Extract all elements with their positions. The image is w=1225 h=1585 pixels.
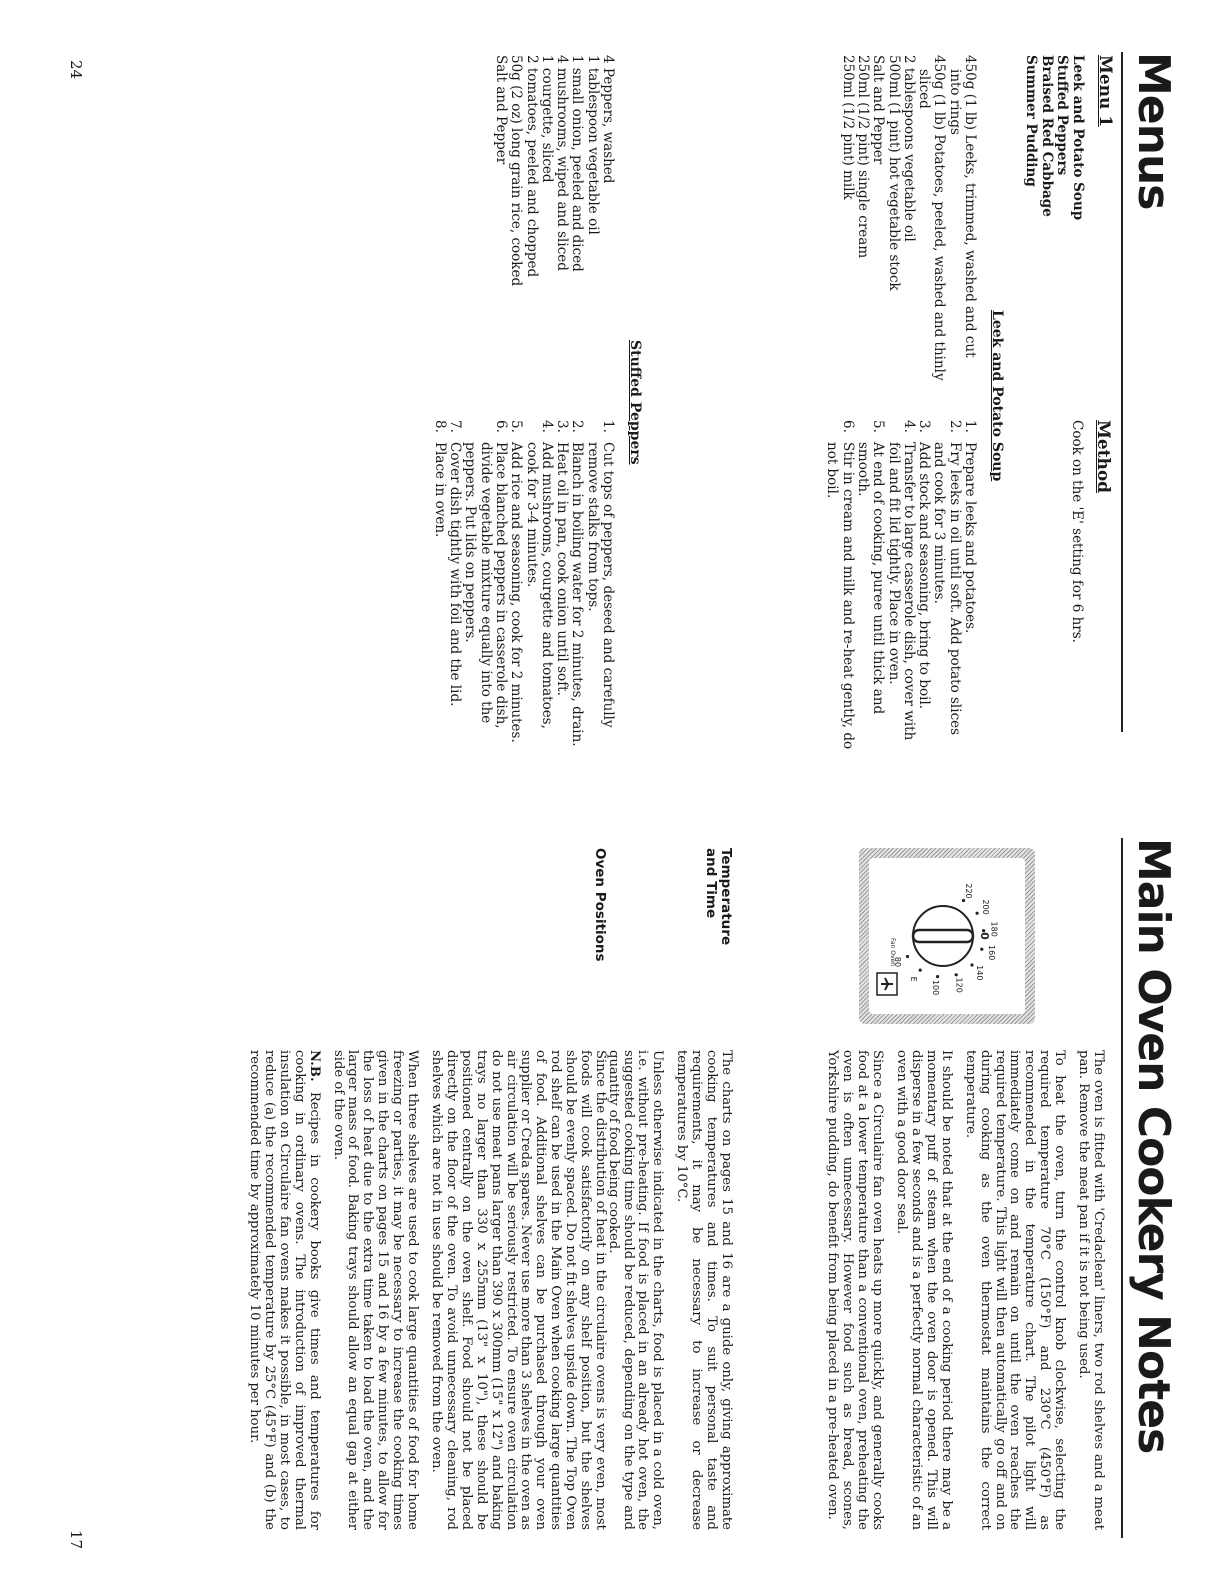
ingredient-list (839, 55, 977, 385)
step-number: 2. (946, 420, 963, 433)
menu-heading: Menu 1 (1095, 55, 1115, 128)
ingredient: 1 courgette, sliced (538, 55, 555, 183)
page-number: 17 (67, 1530, 85, 1550)
dial-scale-dot (936, 975, 939, 978)
dial-scale-dot (955, 973, 958, 976)
step-text: Place in oven. (431, 442, 448, 538)
dial-scale-label: 200 (981, 899, 991, 915)
recipe-heading: Stuffed Peppers (627, 340, 643, 465)
method-step (431, 420, 446, 760)
menus-page (0, 0, 1225, 790)
dial-scale-label: 80 (893, 956, 902, 968)
paragraph: Unless otherwise indicated in the charts, food is placed in a cold oven, i.e. without pre-heating. If food is placed in an already hot oven, the suggested cooking time should be reduced, depending on the type and quantity of food being cooked. (605, 1050, 666, 1530)
menu-list (1023, 55, 1085, 220)
method-step (462, 420, 508, 760)
dial-scale-dot (980, 948, 983, 951)
paragraph: Since a Circulaire fan oven heats up more quickly, and generally cooks food at a lower temperature than a conventional oven, preheating the oven is often unnecessary. However food such as bread, scones, Yorkshire pudding, do benefit from being placed in a pre-heated oven. (825, 1050, 886, 1530)
ingredient: Salt and Pepper (492, 55, 509, 165)
step-number: 2. (569, 420, 586, 433)
step-number: 1. (962, 420, 978, 433)
knob-grip (913, 930, 973, 942)
method-step (447, 420, 462, 760)
method-step (962, 420, 977, 760)
ingredient: 250ml (1/2 pint) single cream (854, 55, 871, 259)
title-rule (1121, 838, 1123, 1538)
method-step (885, 420, 916, 760)
menu-item: Stuffed Peppers (1054, 55, 1071, 176)
ingredient: 2 tablespoons vegetable oil (900, 55, 917, 242)
dial-scale-dot (906, 955, 909, 958)
method-steps (824, 420, 977, 760)
step-number: 3. (554, 420, 571, 433)
nb-label: N.B. (306, 1050, 322, 1082)
step-text: Add stock and seasoning, bring to boil. (916, 442, 933, 710)
step-text: Place blanched peppers in casserole dish, divide vegetable mixture equally into the peppers. Put lids on peppers. (462, 442, 509, 729)
dial-scale-dot (919, 969, 922, 972)
method-step (931, 420, 962, 760)
step-number: 7. (447, 420, 464, 433)
method-step (508, 420, 523, 760)
paragraph: It should be noted that at the end of a cooking period there may be a momentary puff of steam when the oven door is opened. This will disperse in a few seconds and is a perfectly normal characteristic of an oven with a good door seal. (894, 1050, 954, 1530)
method-step (855, 420, 886, 760)
ingredient: 450g (1 lb) Potatoes, peeled, washed and thinly sliced (916, 55, 948, 381)
dial-scale-dot (970, 963, 973, 966)
cookery-notes-page (0, 790, 1225, 1585)
step-number: 3. (916, 420, 933, 433)
step-text: Prepare leeks and potatoes. (962, 442, 978, 634)
knob-pointer-mark: 0 (978, 932, 991, 940)
paragraph: The oven is fitted with 'Credaclean' liners, two rod shelves and a meat pan. Remove the meat pan if it is not being used. (1076, 1050, 1106, 1530)
step-text: Cut tops of peppers, deseed and carefully remove stalks from tops. (584, 442, 616, 728)
oven-dial-illustration (859, 848, 1035, 1024)
ingredient: Salt and Pepper (870, 55, 887, 165)
method-step (554, 420, 569, 760)
page-title: Main Oven Cookery Notes (1128, 838, 1179, 1454)
positions-text (237, 1050, 607, 1530)
ingredient: 2 tomatoes, peeled and chopped (523, 55, 540, 278)
title-rule (1121, 52, 1123, 732)
step-number: 6. (492, 420, 509, 433)
ingredient: 4 mushrooms, wiped and sliced (554, 55, 571, 271)
step-number: 1. (600, 420, 616, 433)
page-title: Menus (1128, 52, 1179, 210)
method-step (569, 420, 584, 760)
dial-scale-dot (962, 899, 965, 902)
step-text: Heat oil in pan, cook onion until soft. (554, 442, 571, 696)
dial-scale-label: 140 (974, 965, 984, 981)
menu-item: Leek and Potato Soup (1070, 55, 1086, 221)
method-heading: Method (1093, 420, 1113, 494)
dial-scale-label: 180 (989, 921, 999, 937)
step-text: Add rice and seasoning, cook for 2 minutes. (508, 442, 525, 743)
paragraph: The charts on pages 15 and 16 are a guide only, giving approximate cooking temperatures and times. To suit personal taste and requirements, it may be necessary to increase or decrease temperatures by 10°C. (674, 1050, 734, 1530)
step-number: 5. (508, 420, 525, 433)
ingredient-list (493, 55, 615, 385)
ingredient: 250ml (1/2 pint) milk (839, 55, 856, 200)
dial-scale-label: E (909, 976, 919, 982)
step-text: Fry leeks in oil until soft. Add potato slices and cook for 3 minutes. (931, 442, 963, 736)
intro-text (816, 1050, 1105, 1530)
dial-scale-label: 120 (954, 977, 964, 993)
step-text: Stir in cream and milk and re-heat gently, do not boil. (824, 442, 856, 750)
ingredient: 4 Peppers, washed (600, 55, 616, 184)
ingredient: 450g (1 lb) Leeks, trimmed, washed and cut into rings (946, 55, 978, 358)
dial-scale-label: 100 (931, 979, 941, 996)
recipe-heading: Leek and Potato Soup (989, 310, 1005, 482)
step-number: 8. (431, 420, 448, 433)
method-note: Cook on the 'E' setting for 6 hrs. (1069, 420, 1085, 643)
control-knob-icon (859, 848, 1035, 1024)
nb-paragraph (246, 1050, 321, 1530)
menu-item: Braised Red Cabbage (1039, 55, 1055, 217)
step-number: 4. (900, 420, 917, 433)
dial-scale-label: 220 (964, 883, 973, 899)
step-text: Transfer to large casserole dish, cover with foil and fit lid tightly. Place in oven. (885, 442, 917, 741)
step-text: At end of cooking, puree until thick and smooth. (854, 442, 887, 715)
fan-oven-label: Fan Oven (889, 937, 896, 966)
method-step (523, 420, 554, 760)
step-text: Blanch in boiling water for 2 minutes, drain. (569, 442, 586, 747)
method-step (584, 420, 615, 760)
menu-item: Summer Pudding (1023, 55, 1040, 187)
page-number: 24 (67, 60, 85, 80)
dial-scale-dot (976, 912, 979, 915)
step-number: 4. (538, 420, 555, 433)
ingredient: 50g (2 oz) long grain rice, cooked (508, 55, 525, 287)
section-label: Oven Positions (592, 848, 608, 962)
method-steps (431, 420, 615, 760)
paragraph: When three shelves are used to cook large quantities of food for home freezing or parties, it may be necessary to increase the cooking times given in the charts on pages 15 and 16 by a few minutes, to allow for the loss of heat due to the extra time taken to load the oven, and the larger mass of food. Baking trays should allow an equal gap at either side of the oven. (330, 1050, 421, 1530)
step-number: 6. (839, 420, 856, 433)
dial-scale-label: 160 (987, 945, 997, 961)
step-text: Add mushrooms, courgette and tomatoes, cook for 3-4 minutes. (523, 442, 555, 729)
ingredient: 1 small onion, peeled and diced (569, 55, 586, 272)
step-text: Cover dish tightly with foil and the lid. (447, 442, 464, 707)
step-number: 5. (870, 420, 887, 433)
method-step (916, 420, 931, 760)
ingredient: 500ml (1 pint) hot vegetable stock (885, 55, 902, 291)
temperature-text (596, 1050, 733, 1530)
paragraph: To heat the oven, turn the control knob clockwise, selecting the required temperature 70°C (150°F) and 230°C (450°F) as recommended in the temperature chart. The pilot light will immediately come on and remain on until the oven reaches the required temperature. This light will then automatically go off and on during cooking as the oven thermostat maintains the correct temperature. (962, 1050, 1068, 1530)
paragraph: Since the distribution of heat in the circulaire ovens is very even, most foods will cook satisfactorily on any shelf position, but the shelves should be evenly spaced. Do not fit shelves upside down. The Top Oven rod shelf can be used in the Main Oven when cooking large quantities of food. Additional shelves can be purchased through your oven supplier or Creda spares. Never use more than 3 shelves in the oven as air circulation will be seriously restricted. To ensure oven circulation do not use meat pans larger than 390 x 300mm (15" x 12") and baking trays no larger than 330 x 255mm (13" x 10"), these should be positioned centrally on the oven shelf. Food should not be placed directly on the floor of the oven. To avoid unnecessary cleaning, rod shelves which are not in use should be removed from the oven. (429, 1050, 608, 1530)
method-step (824, 420, 855, 760)
ingredient: 1 tablespoon vegetable oil (584, 55, 601, 235)
section-label: Temperature and Time (703, 848, 734, 946)
nb-text: Recipes in cookery books give times and temperatures for cooking in ordinary ovens. The introduction of improved thermal insulation on Circulaire fan ovens makes it possible, in most cases, to reduce (a) the recommended temperature by 25°C (45°F) and (b) the recommended time by approximately 10 minutes per hour. (247, 1050, 322, 1530)
